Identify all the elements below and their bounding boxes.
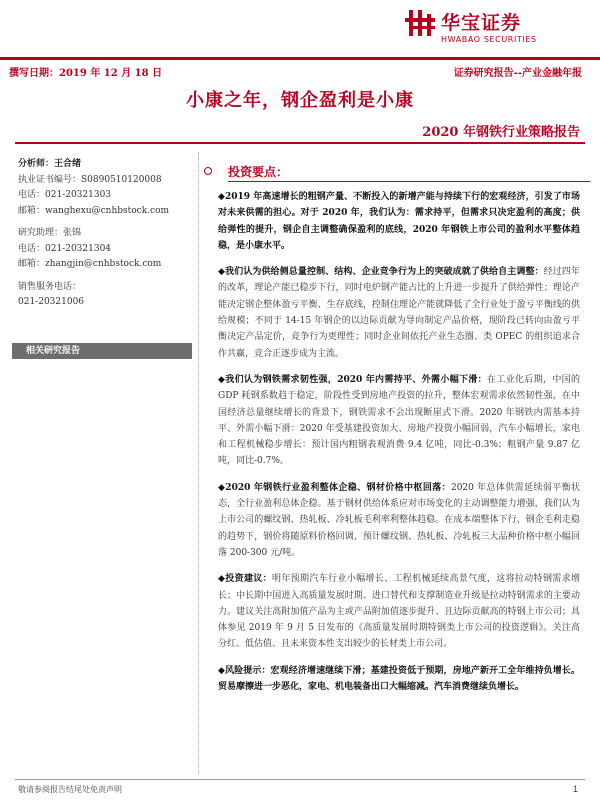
report-subtitle: 2020 年钢铁行业策略报告 [422,125,580,140]
report-title: 小康之年，钢企盈利是小康 [186,90,414,111]
title-divider [15,142,585,144]
investment-heading: 投资要点： [228,165,289,179]
report-date: 撰写日期：2019 年 12 月 18 日 [9,68,163,79]
company-logo [405,8,585,48]
analyst-cert: 执业证书编号：S0890510120008 [18,174,162,185]
investment-heading-row [218,163,580,183]
paragraph-advice: ◆投资建议：明年预期汽车行业小幅增长、工程机械延续高景气度，这将拉动特钢需求增长；中长期中国进入高质量发展时期、进口替代和支撑制造业升级是拉动特钢需求的主要动力。建议关注高附加值产品为主或产品附加值逐步提升、且边际贡献高的特钢上市公司；具体参见 2019 年 9 月 5 日发布的《高质量发展时期特钢类上市公司的投资逻辑》。关注高分红、低估值、且未来资本性支出较少的长材类上市公司。 [218,574,580,650]
footer-rule [15,779,585,780]
sales-phone: 021-20321006 [18,297,85,307]
sales-phone-label: 销售服务电话： [18,281,82,292]
header-rule [0,57,600,60]
paragraph-risk: ◆风险提示：宏观经济增速继续下滑；基建投资低于预期，房地产新开工全年维持负增长。贸易摩擦进一步恶化，家电、机电装备出口大幅缩减。汽车消费继续负增长。 [218,665,580,693]
logo-english-name: HWABAO SECURITIES [441,35,537,44]
investment-highlights [218,163,580,705]
circle-bullet-icon [204,167,212,175]
analyst-name: 分析师：王合绪 [18,159,82,169]
page-number: 1 [572,784,578,794]
heading-underline [228,181,590,182]
paragraph-profit: ◆2020 年钢铁行业盈利整体企稳、钢材价格中枢回落：2020 年总体供需延续弱平衡状态，全行业盈利总体企稳。基于钢材供给体系应对市场变化的主动调整能力增强，我们认为上市公司的螺纹钢、热轧板、冷轧板毛利率利整体趋稳。在成本端整体下行、钢企毛利走稳的趋势下，钢价将随原料价格回调，预计螺纹钢、热轧板、冷轧板三大品种价格中枢小幅回落 200-300 元/吨。 [218,482,580,558]
paragraph-demand: ◆我们认为钢铁需求韧性强，2020 年内需持平、外需小幅下滑：在工业化后期，中国的 GDP 耗钢系数趋于稳定，阶段性受到房地产投资的拉升，整体宏观需求依然韧性强，在中国经济总量继续增长的背景下，钢铁需求不会出现断崖式下滑。2020 年钢铁内需基本持平、外需小幅下滑：2020 年受基建投资加大、房地产投资小幅回弱，汽车小幅增长，家电和工程机械稳步增长：预计国内粗钢表观消费 9.4 亿吨，同比-0.3%；粗钢产量 9.87 亿吨，同比-0.7%。 [218,374,580,467]
huabao-logo-icon [405,8,435,38]
analyst-info [18,157,188,311]
analyst-phone: 电话：021-20321303 [18,190,112,200]
footer-disclaimer: 敬请参阅报告结尾处免责声明 [18,785,122,794]
paragraph-supply: ◆我们认为供给侧总量控制、结构、企业竞争行为上的突破成就了供给自主调整：经过四年的改革，理论产能已稳步下行，同时电炉钢产能占比的上升进一步提升了供给弹性；理论产能决定钢企整体盈亏平衡、生存底线，控制住理论产能就降低了全行业处于盈亏平衡线的供给规模；不同于 14-15 年钢企的以边际贡献为导向制定产品价格，现阶段已转向由盈亏平衡决定产品定价，竞争行为更理性；同时企业间依托产业生态圈、类 OPEC 的组织追求合作共赢，竞合正逐步成为主流。 [218,267,580,359]
related-reports-bar: 相关研究报告 [12,343,192,359]
report-type: 证券研究报告--产业金融年报 [453,68,582,79]
assistant-phone: 电话：021-20321304 [18,243,112,254]
analyst-email: 邮箱：wanghexu@cnhbstock.com [18,205,170,216]
column-divider [198,152,199,774]
assistant-name: 研究助理：张锦 [18,228,82,238]
paragraph-summary: ◆2019 年高速增长的粗钢产量、不断投入的新增产能与持续下行的宏观经济，引发了市场对未来供需的担心。对于 2020 年，我们认为：需求持平，但需求只决定盈利的高度；供给弹性的提升，钢企自主调整确保盈利的底线，2020 年钢铁上市公司的盈利水平整体趋稳，是小康水平。 [218,192,580,251]
assistant-email: 邮箱：zhangjin@cnhbstock.com [18,259,162,269]
logo-chinese-name: 华宝证券 [441,12,522,34]
